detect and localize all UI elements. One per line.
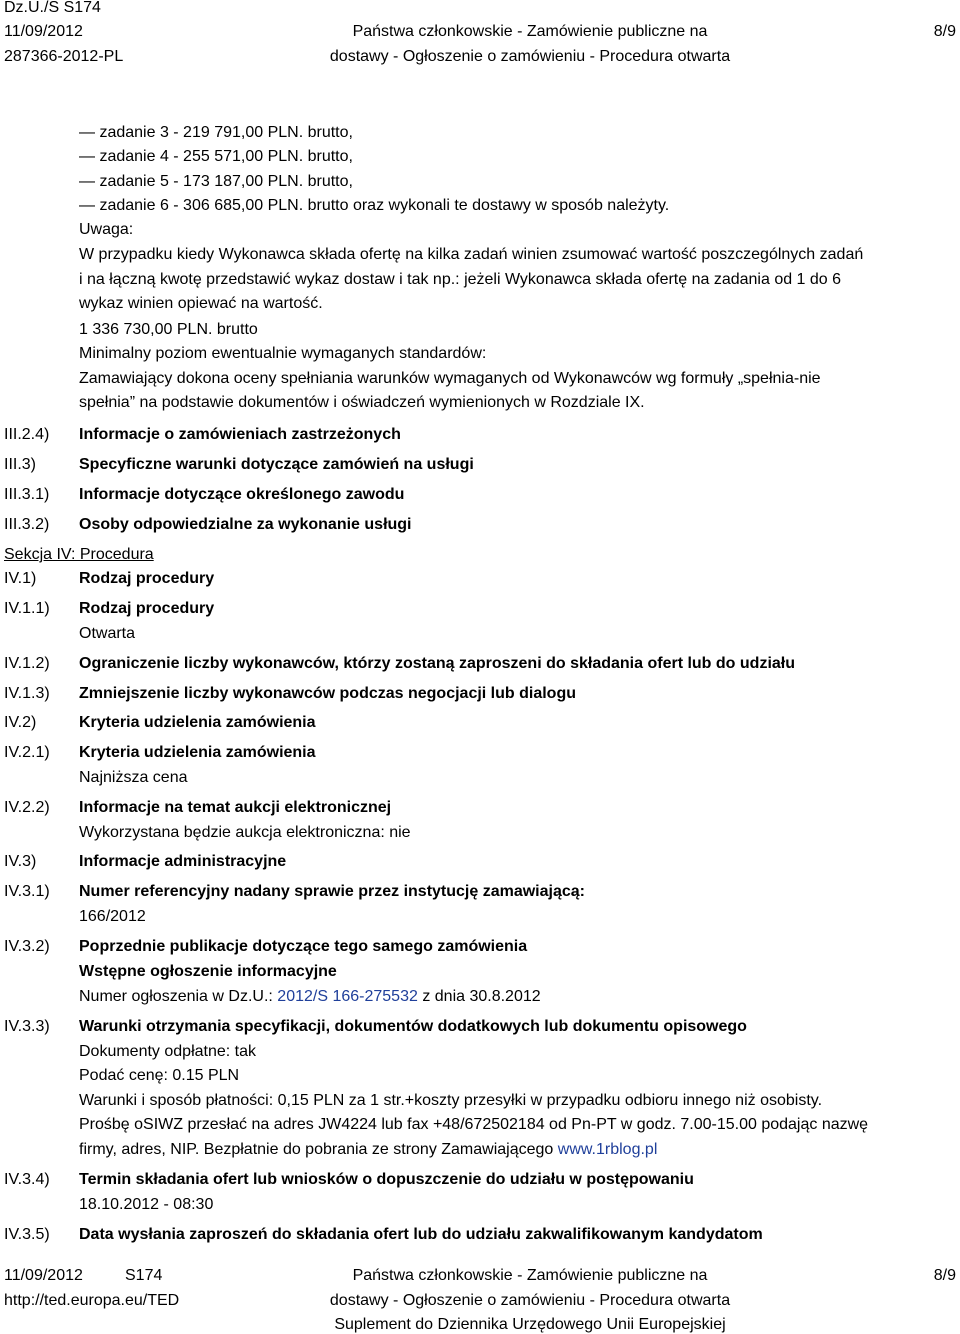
- section-number: IV.3.3): [4, 1018, 50, 1035]
- section-value: Dokumenty odpłatne: tak: [79, 1043, 256, 1060]
- notice-number-link[interactable]: 2012/S 166-275532: [277, 988, 418, 1005]
- section-heading: Zmniejszenie liczby wykonawców podczas negocjacji lub dialogu: [79, 685, 576, 702]
- section-value: [79, 1138, 657, 1163]
- section-heading: Informacje na temat aukcji elektronicznej: [79, 799, 392, 816]
- paragraph-line: i na łączną kwotę przedstawić wykaz dostaw i tak np.: jeżeli Wykonawca składa ofertę na zadania od 1 do 6: [79, 271, 842, 288]
- footer-title-line2: dostawy - Ogłoszenie o zamówieniu - Procedura otwarta: [329, 1292, 731, 1309]
- list-item: — zadanie 3 - 219 791,00 PLN. brutto,: [79, 124, 353, 141]
- section-heading: Termin składania ofert lub wniosków o dopuszczenie do udziału w postępowaniu: [79, 1171, 694, 1188]
- paragraph-line: wykaz winien opiewać na wartość.: [79, 295, 323, 312]
- section-heading: Warunki otrzymania specyfikacji, dokumentów dodatkowych lub dokumentu opisowego: [79, 1018, 747, 1035]
- section-number: IV.2): [4, 714, 37, 731]
- header-title-line2: dostawy - Ogłoszenie o zamówieniu - Procedura otwarta: [329, 48, 731, 65]
- section-value: Najniższa cena: [79, 769, 188, 786]
- list-item: — zadanie 5 - 173 187,00 PLN. brutto,: [79, 173, 353, 190]
- footer-title-line1: Państwa członkowskie - Zamówienie publiczne na: [352, 1267, 708, 1284]
- header-page-number: 8/9: [933, 23, 956, 40]
- paragraph-line: 1 336 730,00 PLN. brutto: [79, 321, 258, 338]
- section-number: IV.3.2): [4, 938, 50, 955]
- section-heading: Rodzaj procedury: [79, 570, 215, 587]
- footer-page-number: 8/9: [933, 1267, 956, 1284]
- paragraph-line: spełnia” na podstawie dokumentów i oświadczeń wymienionych w Rozdziale IX.: [79, 394, 645, 411]
- section-heading: Rodzaj procedury: [79, 600, 215, 617]
- section-value: [79, 985, 541, 1010]
- header-title-line1: Państwa członkowskie - Zamówienie publiczne na: [352, 23, 708, 40]
- download-text: firmy, adres, NIP. Bezpłatnie do pobrania ze strony Zamawiającego: [79, 1141, 558, 1158]
- section-number: IV.1.1): [4, 600, 50, 617]
- section-heading: Ograniczenie liczby wykonawców, którzy zostaną zaproszeni do składania ofert lub do udziału: [79, 655, 795, 672]
- section-number: IV.2.1): [4, 744, 50, 761]
- section-number: IV.3.4): [4, 1171, 50, 1188]
- paragraph-line: Minimalny poziom ewentualnie wymaganych standardów:: [79, 345, 487, 362]
- section-number: III.3.2): [4, 516, 50, 533]
- footer-title-line3: Suplement do Dziennika Urzędowego Unii Europejskiej: [334, 1316, 726, 1333]
- section-value: Otwarta: [79, 625, 136, 642]
- section-number: III.2.4): [4, 426, 50, 443]
- footer-series: S174: [125, 1267, 163, 1284]
- section-number: IV.1.3): [4, 685, 50, 702]
- section-number: IV.1.2): [4, 655, 50, 672]
- section-number: IV.3.1): [4, 883, 50, 900]
- paragraph-line: Zamawiający dokona oceny spełniania warunków wymaganych od Wykonawców wg formuły „spełnia-nie: [79, 370, 821, 387]
- section-number: IV.3.5): [4, 1226, 50, 1243]
- section-heading: Informacje administracyjne: [79, 853, 287, 870]
- list-item: — zadanie 6 - 306 685,00 PLN. brutto oraz wykonali te dostawy w sposób należyty.: [79, 197, 670, 214]
- list-item: — zadanie 4 - 255 571,00 PLN. brutto,: [79, 148, 353, 165]
- header-date: 11/09/2012: [4, 23, 83, 40]
- section-number: IV.1): [4, 570, 37, 587]
- notice-date: z dnia 30.8.2012: [417, 988, 541, 1005]
- section-value: Warunki i sposób płatności: 0,15 PLN za 1 str.+koszty przesyłki w przypadku odbioru innego niż osobisty.: [79, 1092, 823, 1109]
- header-series: Dz.U./S S174: [4, 0, 101, 16]
- section-heading: Kryteria udzielenia zamówienia: [79, 714, 316, 731]
- paragraph-line: W przypadku kiedy Wykonawca składa ofertę na kilka zadań winien zsumować wartość poszczególnych zadań: [79, 246, 864, 263]
- footer-ted-link[interactable]: http://ted.europa.eu/TED: [4, 1292, 180, 1309]
- footer-date: 11/09/2012: [4, 1267, 83, 1284]
- notice-number-label: Numer ogłoszenia w Dz.U.:: [79, 988, 278, 1005]
- website-link[interactable]: www.1rblog.pl: [557, 1141, 658, 1158]
- section-heading: Poprzednie publikacje dotyczące tego samego zamówienia: [79, 938, 528, 955]
- section-value: Wykorzystana będzie aukcja elektroniczna: nie: [79, 824, 411, 841]
- section-number: III.3.1): [4, 486, 50, 503]
- section-number: III.3): [4, 456, 37, 473]
- header-notice-id: 287366-2012-PL: [4, 48, 124, 65]
- section-heading: Osoby odpowiedzialne za wykonanie usługi: [79, 516, 412, 533]
- section-number: IV.3): [4, 853, 37, 870]
- section-heading: Kryteria udzielenia zamówienia: [79, 744, 316, 761]
- section-value: Prośbę oSIWZ przesłać na adres JW4224 lub fax +48/672502184 od Pn-PT w godz. 7.00-15.00 podając nazwę: [79, 1116, 869, 1133]
- section-number: IV.2.2): [4, 799, 50, 816]
- section-heading: Specyficzne warunki dotyczące zamówień na usługi: [79, 456, 474, 473]
- section-value: Podać cenę: 0.15 PLN: [79, 1067, 240, 1084]
- note-label: Uwaga:: [79, 221, 134, 238]
- section-heading: Informacje o zamówieniach zastrzeżonych: [79, 426, 401, 443]
- section-value: 18.10.2012 - 08:30: [79, 1196, 214, 1213]
- section-value: 166/2012: [79, 908, 146, 925]
- section-heading: Numer referencyjny nadany sprawie przez instytucję zamawiającą:: [79, 883, 585, 900]
- section-heading: Data wysłania zaproszeń do składania ofert lub do udziału zakwalifikowanym kandydatom: [79, 1226, 763, 1243]
- section-heading: Informacje dotyczące określonego zawodu: [79, 486, 405, 503]
- section-title: Sekcja IV: Procedura: [4, 546, 154, 563]
- section-subheading: Wstępne ogłoszenie informacyjne: [79, 963, 337, 980]
